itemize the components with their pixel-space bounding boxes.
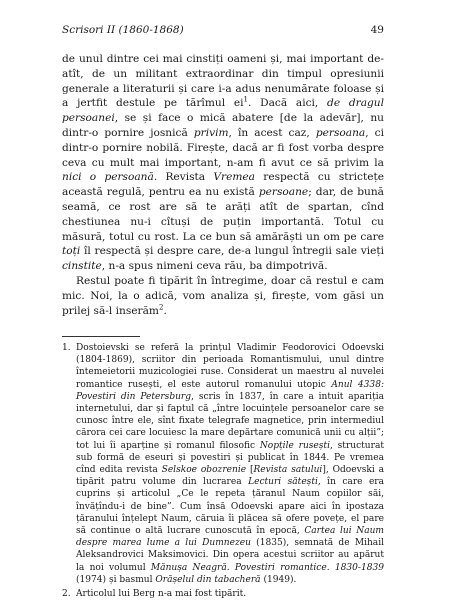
text-run: Articolul lui Berg n-a mai fost tipărit. <box>76 589 247 600</box>
italic-text: Cartea lui Naum despre marea lume a lui Dumnezeu <box>76 526 384 549</box>
book-page <box>62 0 385 600</box>
text-run: ], Odoevski a tipărit patru volume din lucrarea <box>76 465 384 488</box>
body-paragraph-2 <box>62 274 384 318</box>
page-header <box>62 24 384 40</box>
body-paragraph-1 <box>62 52 384 274</box>
text-run: respectă cu strictețe această regulă, pentru ea nu există <box>62 171 384 199</box>
footnote-separator <box>62 336 140 337</box>
italic-text: privim <box>193 126 229 139</box>
text-run: ; dar, de bună seamă, ce rost are să te arăți atît de spartan, cînd chestiunea nu-i cîtuși de puțin importantă. Totul cu măsură, totul cu rost. La ce bun să amărăști un om pe care <box>62 186 384 243</box>
text-run: , în acest caz, <box>228 126 316 139</box>
footnote-ref: 1 <box>243 95 248 104</box>
footnote-ref: 2 <box>158 303 164 312</box>
text-run: . Dacă aici, <box>247 97 328 110</box>
text-run: , scris în 1837, în care a intuit apariția internetului, dar și faptul că „între locuințele persoanelor care se cunosc între ele, sînt fixate telegrafe magnetice, prin intermediul cărora cei care locuiesc la mare depărtare comunică unii cu alții”; tot lui îi aparține și romanul filosofic <box>76 391 384 451</box>
footnotes <box>62 342 384 600</box>
text-run: , ci dintr-o pornire nobilă. Firește, dacă ar fi fost vorba despre ceva cu mult mai important, n-am fi avut ce să privim la <box>62 126 385 169</box>
text-run: Restul poate fi tipărit în întregime, doar că restul e cam mic. Noi, la o adică, vom analiza și, firește, vom găsi un prilej să-l inserăm <box>62 274 384 317</box>
italic-text: Lecturi sătești <box>248 477 318 488</box>
italic-text: persoane <box>258 186 309 199</box>
text-run: (1949). <box>260 574 297 585</box>
page-number: 49 <box>370 24 384 36</box>
italic-text: Vremea <box>213 171 255 184</box>
text-run: , se și face o mică abatere [de la adevăr], nu dintr-o pornire josnică <box>62 112 384 139</box>
italic-text: Revista satului <box>253 465 323 476</box>
italic-text: cinstite <box>62 260 102 273</box>
text-run: . <box>163 304 167 317</box>
footnote <box>62 588 384 600</box>
text-run: (1974) și basmul <box>76 574 156 585</box>
text-run: [ <box>246 465 254 476</box>
italic-text: nici o persoană <box>62 171 154 184</box>
running-head: Scrisori II (1860-1868) <box>62 24 184 36</box>
footnote <box>62 342 384 586</box>
italic-text: Nopțile rusești <box>259 440 330 451</box>
italic-text: Mănușa Neagră. Povestiri romantice. 1830-1839 <box>150 562 384 573</box>
text-run: , structurat sub formă de eseuri și povestiri și publicat în 1844. Pe vremea cînd edita revista <box>76 440 384 476</box>
text-run: de unul dintre cei mai cinstiți oameni și, mai important de-atît, de un militant extraordinar din timpul opresiunii generale a literaturii și care i-a adus nenumărate foloase și a jertfit destule pe tărîmul ei <box>62 53 384 110</box>
body-text <box>62 52 384 318</box>
italic-text: Selskoe obozrenie <box>161 465 247 476</box>
footnote-number: 2. <box>62 589 71 600</box>
italic-text: toți <box>62 245 81 258</box>
italic-text: Anul 4338: Povestiri din Petersburg <box>76 379 384 402</box>
text-run: , în care era cuprins și articolul „Ce le repeta țăranul Naum copiilor săi, învățîndu-i de bine”. Cum însă Odoevski apare aici în ipostaza țăranului înțelept Naum, căruia îi plăcea să ofere povețe, el pare să continue o altă lucrare cunoscută în epocă, <box>76 477 385 537</box>
text-run: . Revista <box>153 171 214 184</box>
italic-text: Orășelul din tabacheră <box>155 574 261 585</box>
text-run: îl respectă și despre care, de-a lungul întregii sale vieți <box>80 245 384 258</box>
text-run: (1835), semnată de Mihail Aleksandrovici Maksimovici. Din opera acestui scriitor au apărut la noi volumul <box>76 538 384 573</box>
footnote-number: 1. <box>62 343 71 353</box>
italic-text: de dragul persoanei <box>62 97 385 125</box>
italic-text: persoana <box>315 126 366 139</box>
text-run: , n-a spus nimeni ceva rău, ba dimpotrivă. <box>101 260 328 273</box>
text-run: Dostoievski se referă la prințul Vladimir Feodorovici Odoevski (1804-1869), scriitor din perioada Romantismului, unul dintre întemeietorii muzicologiei ruse. Considerat un maestru al nuvelei romantice rusești, el este autorul romanului utopic <box>76 343 384 390</box>
